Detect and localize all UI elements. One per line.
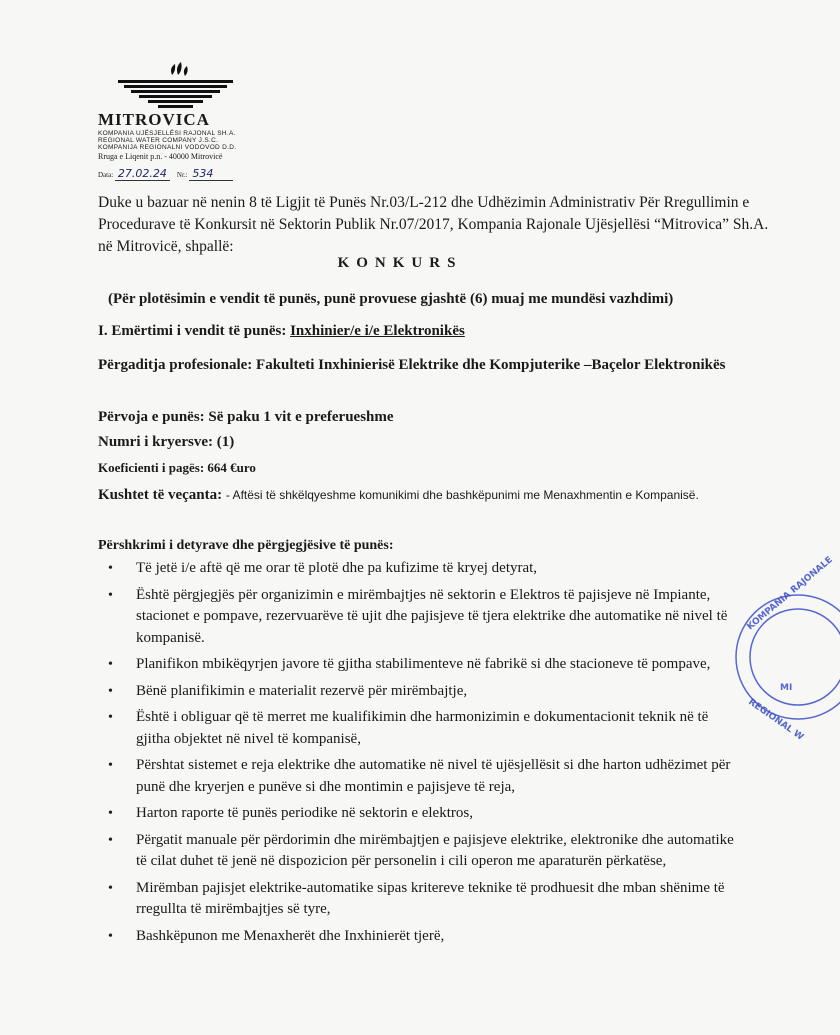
conditions-label: Kushtet të veçanta:	[98, 487, 223, 503]
list-item: • Mirëmban pajisjet elektrike-automatike sipas kritereve teknike të prodhuesit dhe mban shënime të rregullta të mirëmbajtjes së tyre,	[136, 878, 746, 921]
stamp-text-bottom: REGIONAL W	[746, 697, 806, 743]
list-item: • Harton raporte të punës periodike në sektorin e elektros,	[136, 803, 746, 825]
date-value: 27.02.24	[115, 167, 170, 181]
experience-field	[98, 406, 788, 428]
pay-field	[98, 457, 788, 479]
company-line-2: REGIONAL WATER COMPANY J.S.C.	[98, 137, 219, 144]
duties-list	[98, 558, 746, 952]
position-value: Inxhinier/e i/e Elektronikës	[290, 323, 465, 339]
list-item: • Planifikon mbikëqyrjen javore të gjitha stabilimenteve në fabrikë si dhe stacioneve të pompave,	[136, 654, 746, 676]
list-item: • Është përgjegjës për organizimin e mirëmbajtjes në sektorin e Elektros të pajisjeve në Impiante, stacionet e pompave, rezervuarëve të ujit dhe pajisjeve të tjera elektrike dhe automatike në nivel të kompanisë.	[136, 585, 746, 650]
document-title: KONKURS	[337, 255, 463, 271]
experience-value: Së paku 1 vit e preferueshme	[208, 409, 394, 425]
date-number-line	[98, 167, 258, 181]
list-item: • Përgatit manuale për përdorimin dhe mirëmbajtjen e pajisjeve elektrike, elektronike dhe automatike të cilat duhet të jenë në dispozicion për personelin i cili operon me aparaturën përkatëse,	[136, 830, 746, 873]
document-subtitle: (Për plotësimin e vendit të punës, punë provuese gjashtë (6) muaj me mundësi vazhdimi)	[108, 291, 674, 307]
intro-paragraph: Duke u bazuar në nenin 8 të Ligjit të Punës Nr.03/L-212 dhe Udhëzimin Administrativ Për Rregullimin e Procedurave të Konkursit në Sektorin Publik Nr.07/2017, Kompania Rajonale Ujësjellësi “Mitrovica” Sh.A. në Mitrovicë, shpallë:	[98, 194, 769, 255]
letterhead	[98, 60, 258, 181]
official-stamp	[720, 555, 840, 743]
prep-value: Fakulteti Inxhinierisë Elektrike dhe Kompjuterike –Baçelor Elektronikës	[256, 357, 726, 373]
count-label: Numri i kryersve:	[98, 434, 213, 450]
date-label: Data:	[98, 171, 114, 179]
count-field	[98, 431, 788, 453]
pay-label: Koeficienti i pagës:	[98, 460, 205, 475]
number-value: 534	[189, 167, 233, 181]
position-field	[98, 320, 788, 342]
position-label: I. Emërtimi i vendit të punës:	[98, 323, 287, 339]
pay-value: 664 €uro	[207, 460, 256, 475]
list-item: • Bënë planifikimin e materialit rezervë për mirëmbajtje,	[136, 681, 746, 703]
list-item: • Është i obliguar që të merret me kualifikimin dhe harmonizimin e dokumentacionit teknik në të gjitha objektet në nivel të kompanisë,	[136, 707, 746, 750]
prep-field	[98, 352, 788, 379]
prep-label: Përgaditja profesionale:	[98, 357, 253, 373]
brand-name: MITROVICA	[98, 110, 210, 129]
duties-heading: Përshkrimi i detyrave dhe përgjegjësive të punës:	[98, 538, 394, 553]
experience-label: Përvoja e punës:	[98, 409, 205, 425]
company-line-3: KOMPANIJA REGIONALNI VODOVOD D.D.	[98, 144, 237, 151]
duties-heading-field	[98, 535, 788, 557]
stamp-text-side: MI	[780, 683, 793, 693]
company-logo	[98, 60, 248, 112]
company-address: Rruga e Liqenit p.n. - 40000 Mitrovicë	[98, 152, 223, 161]
list-item: • Përshtat sistemet e reja elektrike dhe automatike në nivel të ujësjellësit si dhe harton udhëzimet për punë dhe kryerjen e punëve si dhe montimin e pajisjeve të reja,	[136, 755, 746, 798]
list-item: • Të jetë i/e aftë që me orar të plotë dhe pa kufizime të kryej detyrat,	[136, 558, 746, 580]
company-line-1: KOMPANIA UJËSJELLËSI RAJONAL SH.A.	[98, 130, 236, 137]
stamp-text-top: KOMPANIA RAJONALE	[745, 555, 835, 633]
number-label: Nr.:	[176, 171, 188, 179]
list-item: • Bashkëpunon me Menaxherët dhe Inxhinierët tjerë,	[136, 926, 746, 948]
count-value: (1)	[216, 434, 235, 450]
conditions-field	[98, 483, 788, 507]
conditions-value: - Aftësi të shkëlqyeshme komunikimi dhe bashkëpunimi me Menaxhmentin e Kompanisë.	[225, 488, 699, 502]
